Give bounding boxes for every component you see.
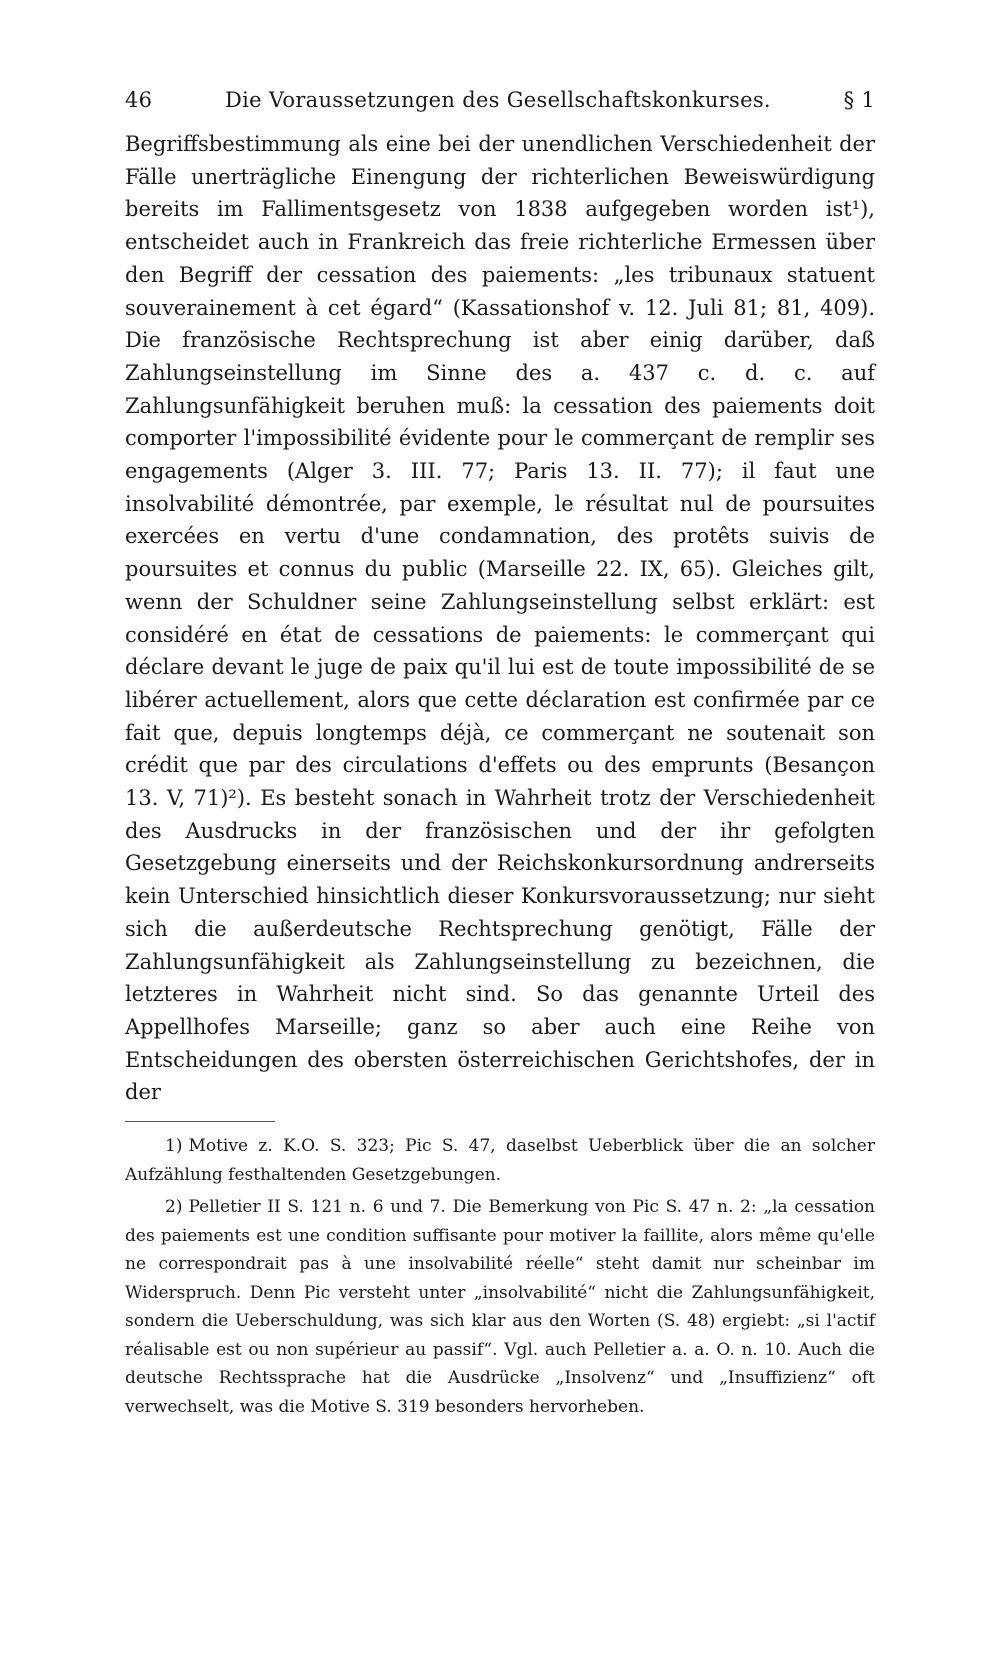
running-head	[125, 88, 875, 112]
footnote-2	[125, 1193, 875, 1421]
page-number: 46	[125, 88, 153, 112]
footnote-2-number: 2)	[165, 1197, 183, 1218]
book-page	[125, 88, 875, 1425]
section-number: § 1	[843, 88, 875, 112]
footnotes	[125, 1132, 875, 1421]
footnote-divider	[125, 1121, 275, 1122]
footnote-2-text: Pelletier II S. 121 n. 6 und 7. Die Bemerkung von Pic S. 47 n. 2: „la cessation des paiements est une condition suffisante pour motiver la faillite, alors même qu'elle ne correspondrait pas à une insolvabilité réelle“ steht damit nur scheinbar im Widerspruch. Denn Pic versteht unter „insolvabilité“ nicht die Zahlungsunfähigkeit, sondern die Ueberschuldung, was sich klar aus den Worten (S. 48) ergiebt: „si l'actif réalisable est ou non supérieur au passif“. Vgl. auch Pelletier a. a. O. n. 10. Auch die deutsche Rechtssprache hat die Ausdrücke „Insolvenz“ und „Insuffizienz“ oft verwechselt, was die Motive S. 319 besonders hervorheben.	[125, 1197, 875, 1417]
body-text: Begriffsbestimmung als eine bei der unendlichen Verschiedenheit der Fälle unerträgliche Einengung der richterlichen Beweiswürdigung bereits im Fallimentsgesetz von 1838 aufgegeben worden ist¹), entscheidet auch in Frankreich das freie richterliche Ermessen über den Begriff der cessation des paiements: „les tribunaux statuent souverainement à cet égard“ (Kassationshof v. 12. Juli 81; 81, 409). Die französische Rechtsprechung ist aber einig darüber, daß Zahlungseinstellung im Sinne des a. 437 c. d. c. auf Zahlungsunfähigkeit beruhen muß: la cessation des paiements doit comporter l'impossibilité évidente pour le commerçant de remplir ses engagements (Alger 3. III. 77; Paris 13. II. 77); il faut une insolvabilité démontrée, par exemple, le résultat nul de poursuites exercées en vertu d'une condamnation, des protêts suivis de poursuites et connus du public (Marseille 22. IX, 65). Gleiches gilt, wenn der Schuldner seine Zahlungseinstellung selbst erklärt: est considéré en état de cessations de paiements: le commerçant qui déclare devant le juge de paix qu'il lui est de toute impossibilité de se libérer actuellement, alors que cette déclaration est confirmée par ce fait que, depuis longtemps déjà, ce commerçant ne soutenait son crédit que par des circulations d'effets ou des emprunts (Besançon 13. V, 71)²). Es besteht sonach in Wahrheit trotz der Verschiedenheit des Ausdrucks in der französischen und der ihr gefolgten Gesetzgebung einerseits und der Reichskonkursordnung andrerseits kein Unterschied hinsichtlich dieser Konkursvoraussetzung; nur sieht sich die außerdeutsche Rechtsprechung genötigt, Fälle der Zahlungsunfähigkeit als Zahlungseinstellung zu bezeichnen, die letzteres in Wahrheit nicht sind. So das genannte Urteil des Appellhofes Marseille; ganz so aber auch eine Reihe von Entscheidungen des obersten österreichischen Gerichtshofes, der in der	[125, 132, 875, 1105]
footnote-1	[125, 1132, 875, 1189]
running-title: Die Voraussetzungen des Gesellschaftskonkurses.	[224, 88, 771, 112]
footnote-1-number: 1)	[165, 1136, 183, 1157]
footnote-1-text: Motive z. K.O. S. 323; Pic S. 47, daselbst Ueberblick über die an solcher Aufzählung festhaltenden Gesetzgebungen.	[125, 1136, 875, 1185]
